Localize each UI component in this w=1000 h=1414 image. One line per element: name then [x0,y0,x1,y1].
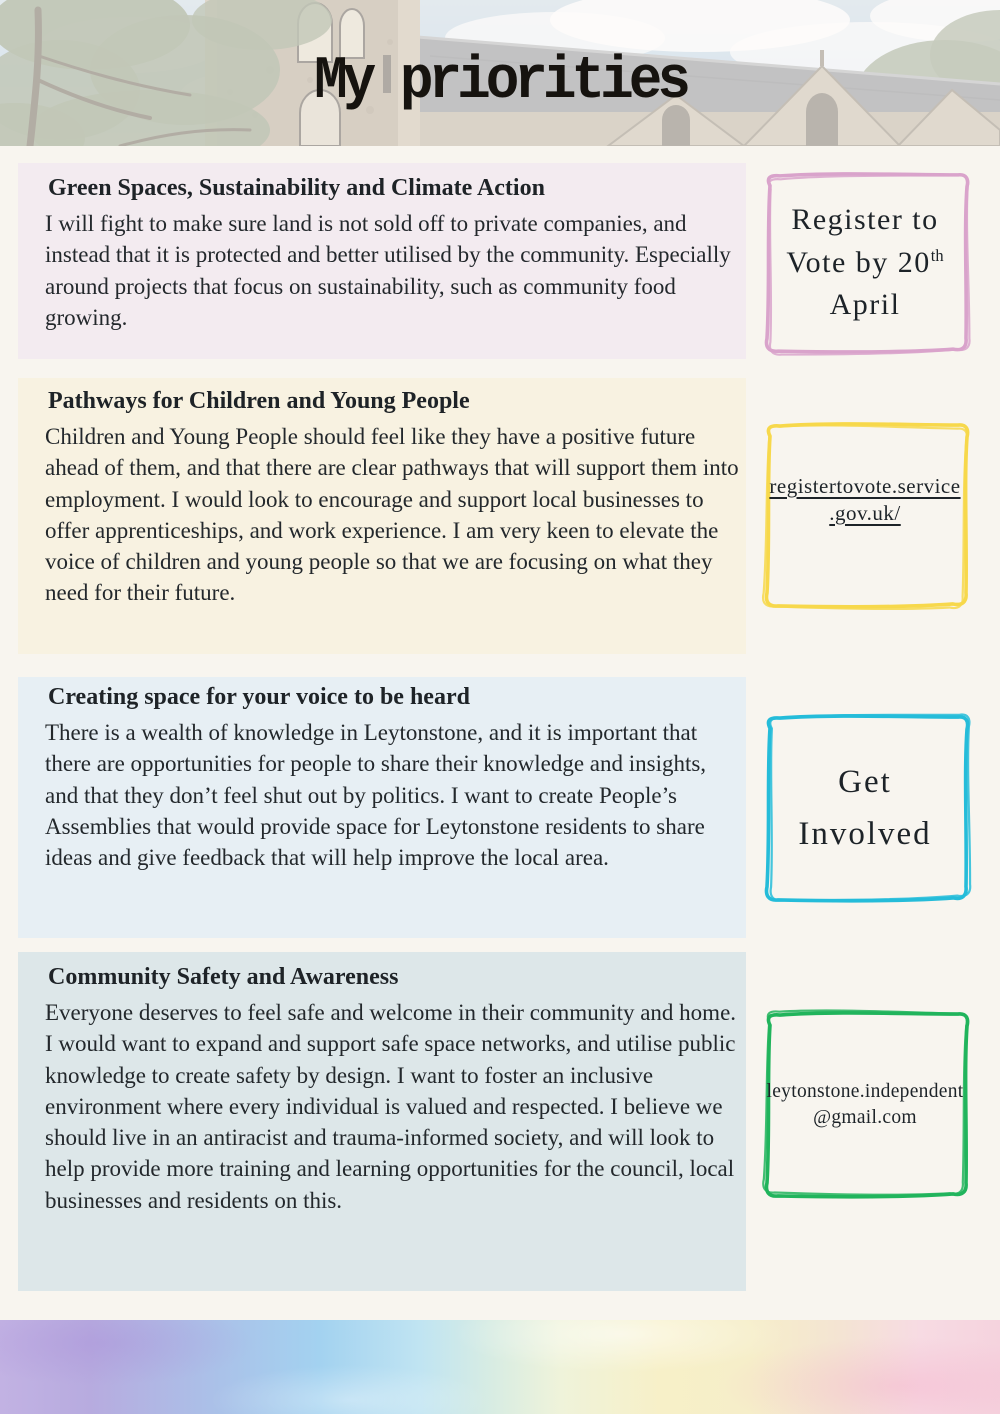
priority-body: Everyone deserves to feel safe and welcome in their community and home. I would want to expand and support safe space networks, and utilise public knowledge to create safety by design. I want to foster an inclusive environment where every individual is valued and respected. I believe we should live in an antiracist and trauma-informed society, and will look to help provide more training and learning opportunities for the council, local businesses and residents on this. [45,1000,737,1213]
priority-block-pathways-children [18,378,746,654]
priority-block-voice-heard [18,677,746,938]
watercolor-footer [0,1320,1000,1414]
priority-body: Children and Young People should feel like they have a positive future ahead of them, and that there are clear pathways that will support them into employment. I would look to encourage and support local businesses to offer apprenticeships, and work experience. I am very keen to elevate the voice of children and young people so that we are focusing on what they need for their future. [45,424,739,606]
priority-heading: Pathways for Children and Young People [48,388,470,414]
priority-heading: Creating space for your voice to be heard [48,684,470,710]
register-to-vote-box [758,170,972,356]
priority-body: I will fight to make sure land is not sold off to private companies, and instead that it is protected and better utilised by the community. Especially around projects that focus on sustainability, such as community food growing. [45,211,731,330]
page-title: My priorities [314,46,686,116]
priority-block-community-safety [18,952,746,1291]
get-involved-text: Get Involved [798,764,932,852]
get-involved-box [758,712,972,905]
contact-email[interactable]: leytonstone.independent @gmail.com [766,1080,964,1128]
priority-heading: Green Spaces, Sustainability and Climate Action [48,175,545,201]
register-to-vote-text: Register to Vote by 20th April [786,203,944,322]
contact-email-box [758,1009,972,1201]
priority-body: There is a wealth of knowledge in Leytonstone, and it is important that there are opportunities for people to share their knowledge and insights, and that they don’t feel shut out by politics. I want to create People’s Assemblies that would provide space for Leytonstone residents to share ideas and give feedback that will help improve the local area. [45,720,707,871]
priorities-column [18,163,746,1291]
register-link-box [758,420,972,611]
priority-heading: Community Safety and Awareness [48,964,399,990]
register-vote-link[interactable]: registertovote.service .gov.uk/ [769,473,961,525]
callouts-column [758,170,972,1201]
priority-block-green-spaces [18,163,746,359]
hero-header [0,0,1000,146]
